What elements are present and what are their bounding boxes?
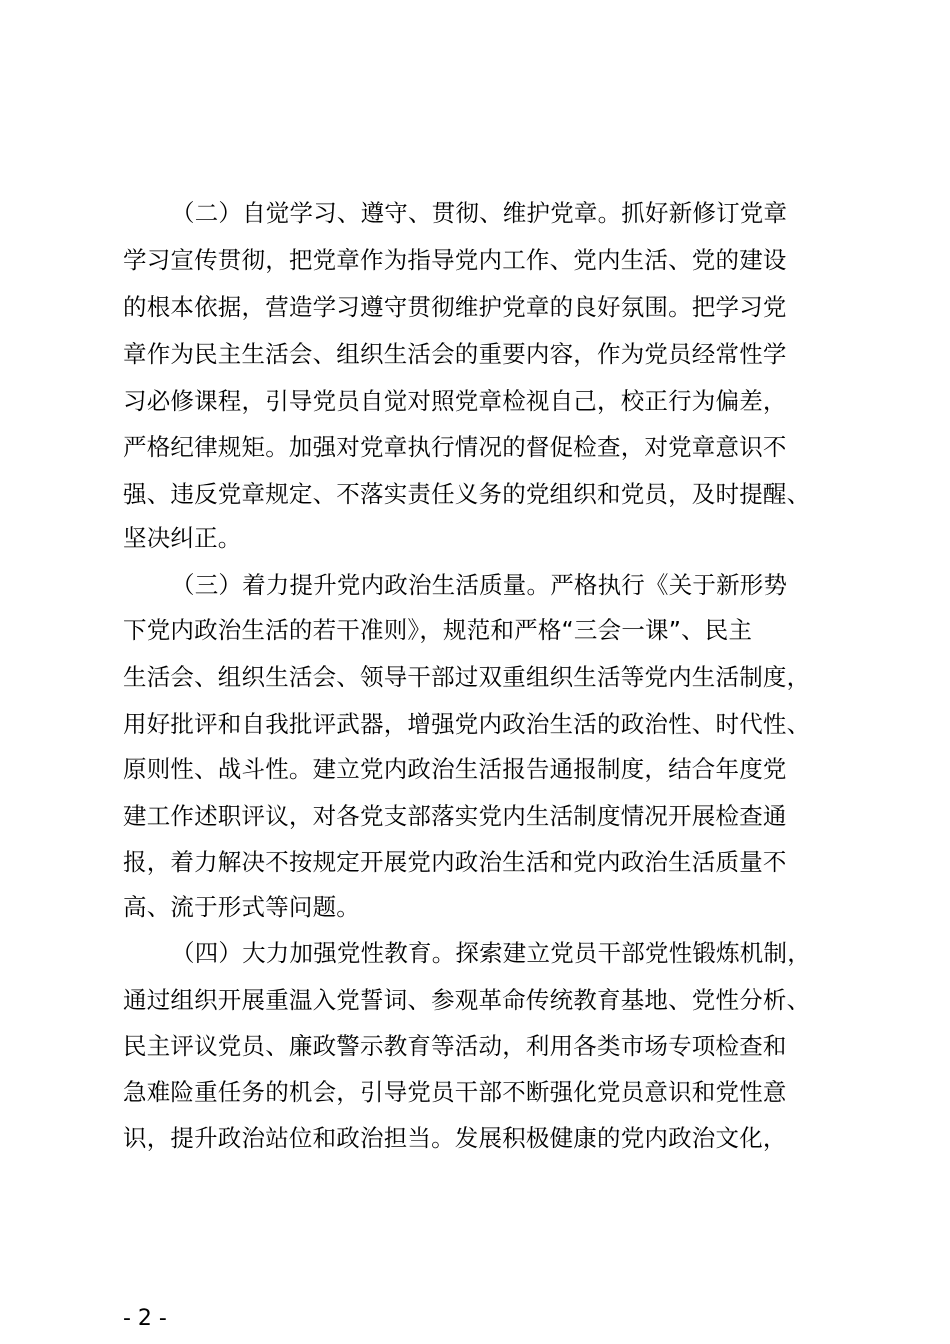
paragraph-4-heading-line: （四）大力加强党性教育。探索建立党员干部党性锻炼机制， — [171, 939, 811, 967]
paragraph-line: 用好批评和自我批评武器，增强党内政治生活的政治性、时代性、 — [123, 710, 811, 738]
paragraph-line: 高、流于形式等问题。 — [123, 893, 360, 921]
paragraph-line: 严格纪律规矩。加强对党章执行情况的督促检查，对党章意识不 — [123, 433, 787, 461]
paragraph-line: 学习宣传贯彻，把党章作为指导党内工作、党内生活、党的建设 — [123, 246, 787, 274]
paragraph-line: 报，着力解决不按规定开展党内政治生活和党内政治生活质量不 — [123, 848, 787, 876]
paragraph-line: 下党内政治生活的若干准则》，规范和严格“三会一课”、民主 — [123, 616, 753, 644]
paragraph-line: 章作为民主生活会、组织生活会的重要内容，作为党员经常性学 — [123, 340, 787, 368]
paragraph-line: 民主评议党员、廉政警示教育等活动，利用各类市场专项检查和 — [123, 1032, 787, 1060]
paragraph-line: 建工作述职评议，对各党支部落实党内生活制度情况开展检查通 — [123, 802, 787, 830]
page-number: - 2 - — [123, 1306, 167, 1331]
paragraph-line: 坚决纠正。 — [123, 524, 242, 552]
paragraph-line: 强、违反党章规定、不落实责任义务的党组织和党员，及时提醒、 — [123, 480, 811, 508]
paragraph-2-heading-line: （二）自觉学习、遵守、贯彻、维护党章。抓好新修订党章 — [171, 199, 788, 227]
paragraph-line: 的根本依据，营造学习遵守贯彻维护党章的良好氛围。把学习党 — [123, 293, 787, 321]
paragraph-line: 急难险重任务的机会，引导党员干部不断强化党员意识和党性意 — [123, 1078, 787, 1106]
paragraph-line: 原则性、战斗性。建立党内政治生活报告通报制度，结合年度党 — [123, 755, 787, 783]
paragraph-line: 习必修课程，引导党员自觉对照党章检视自己，校正行为偏差， — [123, 387, 787, 415]
paragraph-line: 通过组织开展重温入党誓词、参观革命传统教育基地、党性分析、 — [123, 986, 811, 1014]
paragraph-line: 生活会、组织生活会、领导干部过双重组织生活等党内生活制度， — [123, 663, 811, 691]
paragraph-line: 识，提升政治站位和政治担当。发展积极健康的党内政治文化， — [123, 1124, 787, 1152]
paragraph-3-heading-line: （三）着力提升党内政治生活质量。严格执行《关于新形势 — [171, 571, 788, 599]
